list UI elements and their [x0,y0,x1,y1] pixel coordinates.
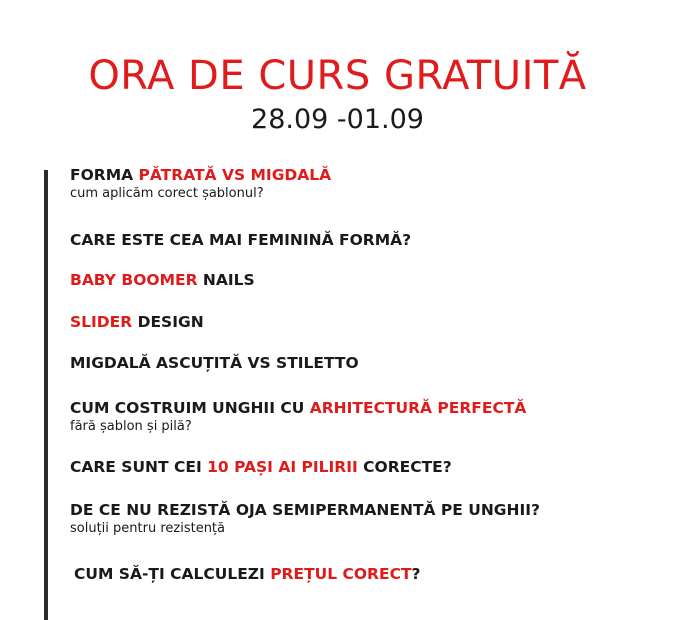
topic-item [70,270,255,290]
topic-heading [70,270,255,290]
topic-highlight: BABY BOOMER [70,271,198,289]
topic-highlight: ARHITECTURĂ PERFECTĂ [309,399,527,417]
topic-highlight: PREȚUL CORECT [270,565,412,583]
topic-subtitle: fără șablon și pilă? [70,419,192,434]
topic-text-end: DESIGN [132,313,204,331]
topic-heading [70,312,204,332]
topic-text: MIGDALĂ ASCUȚITĂ VS STILETTO [70,354,359,372]
topic-highlight: PĂTRATĂ VS MIGDALĂ [138,166,332,184]
topic-item [70,398,526,435]
topic-subtitle: soluții pentru rezistență [70,521,225,536]
topic-highlight: SLIDER [70,313,133,331]
topic-highlight: 10 PAȘI AI PILIRII [207,458,358,476]
topic-subtitle: cum aplicăm corect șablonul? [70,186,264,201]
topic-heading [70,230,411,250]
date-range: 28.09 -01.09 [251,104,424,135]
topic-text-end: CORECTE? [357,458,452,476]
topic-text: CUM SĂ-ȚI CALCULEZI [74,565,271,583]
topic-item [70,457,452,477]
topic-heading [70,500,540,520]
topic-heading [70,165,331,185]
topic-text-end: NAILS [197,271,255,289]
topic-heading [74,564,421,584]
page-title: ORA DE CURS GRATUITĂ [88,53,587,99]
topic-item [70,230,411,250]
topic-heading [70,457,452,477]
topic-text: CARE ESTE CEA MAI FEMININĂ FORMĂ? [70,231,412,249]
topic-item [70,500,540,537]
topic-text-end: ? [411,565,421,583]
topic-text: DE CE NU REZISTĂ OJA SEMIPERMANENTĂ PE UNGHII? [70,501,541,519]
vertical-divider-bar [44,170,48,620]
topic-text: CUM COSTRUIM UNGHII CU [70,399,310,417]
topic-heading [70,353,359,373]
topic-heading [70,398,526,418]
topic-text: CARE SUNT CEI [70,458,208,476]
topic-item [70,312,204,332]
topic-text: FORMA [70,166,139,184]
topic-item [70,353,359,373]
topic-item [70,165,331,202]
topic-item [74,564,421,584]
